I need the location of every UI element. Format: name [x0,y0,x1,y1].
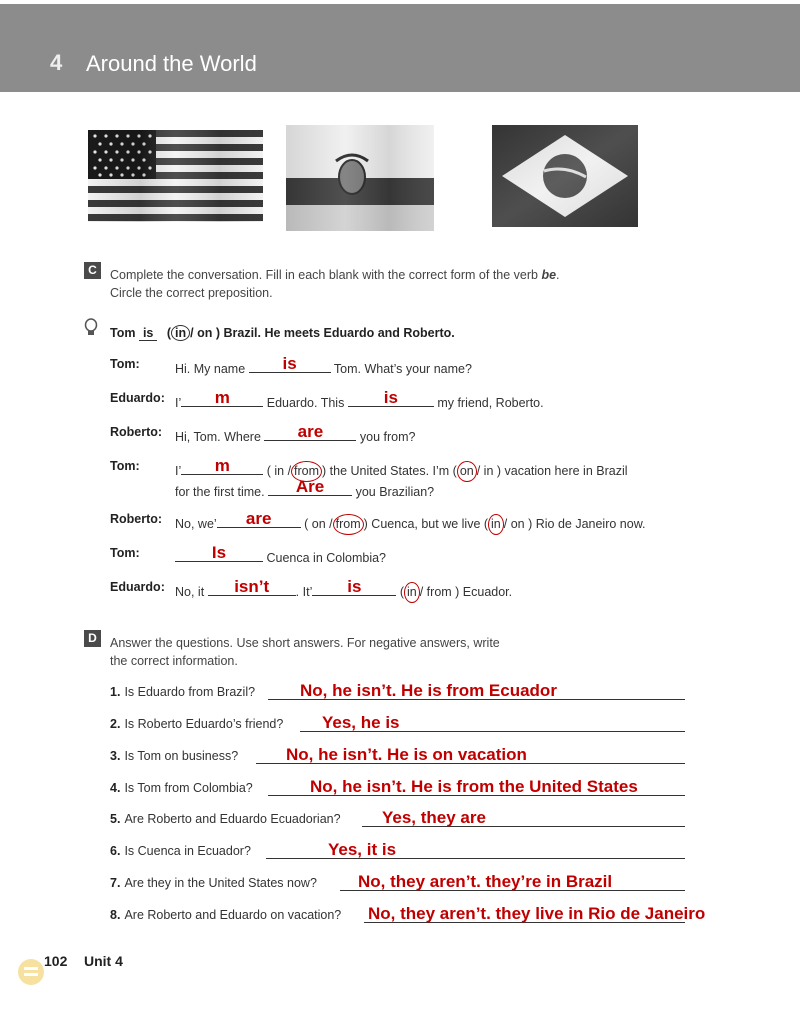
dialogue-line-4b: for the first time. Are you Brazilian? [175,477,435,499]
written-answer: No, he isn’t. He is from the United States [310,777,638,796]
question-text: Is Tom from Colombia? [124,781,253,795]
circled-preposition[interactable]: in [404,582,420,603]
written-answer: Yes, they are [382,808,486,827]
dialogue-line-7: No, it isn’t . It’ is ( in / from ) Ecuador. [175,580,512,603]
written-answer: No, he isn’t. He is from Ecuador [300,681,557,700]
answer-blank[interactable]: is [249,357,331,373]
circled-preposition[interactable]: from [333,514,364,535]
answer-blank[interactable]: Is [175,546,263,562]
lightbulb-icon [84,318,98,343]
question-text: Is Cuenca in Ecuador? [124,844,251,858]
ecuador-flag-icon [286,125,434,231]
speaker-eduardo: Eduardo: [110,391,165,405]
question-text: Is Eduardo from Brazil? [124,685,256,699]
example-sentence: Tom is ( in / on ) Brazil. He meets Eduardo and Roberto. [110,326,455,340]
written-answer: No, he isn’t. He is on vacation [286,745,527,764]
question-row [110,685,255,699]
answer-blank[interactable]: is [312,580,396,596]
footer-unit-label: Unit 4 [84,953,123,969]
written-answer: No, they aren’t. they live in Rio de Janeiro [368,904,706,923]
question-text: Are they in the United States now? [124,876,317,890]
question-number: 5. [110,812,121,826]
question-row [110,812,341,826]
answer-blank[interactable]: isn’t [208,580,296,596]
question-row [110,876,317,890]
circled-preposition[interactable]: in [488,514,504,535]
question-number: 2. [110,717,121,731]
dialogue-line-1: Hi. My name is Tom. What’s your name? [175,354,472,376]
section-d-instructions: Answer the questions. Use short answers. For negative answers, write the correct information. [110,636,500,668]
speaker-tom: Tom: [110,546,140,560]
question-text: Are Roberto and Eduardo Ecuadorian? [124,812,341,826]
circled-preposition[interactable]: on [457,461,477,482]
dialogue-line-6: Is Cuenca in Colombia? [175,546,386,565]
question-row [110,844,251,858]
publisher-logo-icon [16,950,46,995]
question-number: 1. [110,685,121,699]
speaker-eduardo: Eduardo: [110,580,165,594]
question-row [110,781,253,795]
question-row [110,717,283,731]
answer-blank[interactable]: is [348,391,434,407]
unit-title: Around the World [86,51,257,76]
page-number: 102 [44,953,68,969]
unit-number: 4 [50,50,63,75]
circled-preposition[interactable]: from [291,461,322,482]
dialogue-line-5: No, we’ are ( on / from ) Cuenca, but we live ( in / on ) Rio de Janeiro now. [175,512,646,535]
question-row [110,749,238,763]
question-text: Is Roberto Eduardo’s friend? [124,717,284,731]
question-number: 7. [110,876,121,890]
speaker-tom: Tom: [110,357,140,371]
question-number: 8. [110,908,121,922]
section-c-badge: C [84,262,101,279]
example-blank: is [139,326,157,341]
us-flag-icon [88,130,263,222]
speaker-tom: Tom: [110,459,140,473]
dialogue-line-3: Hi, Tom. Where are you from? [175,422,416,444]
question-number: 4. [110,781,121,795]
written-answer: No, they aren’t. they’re in Brazil [358,872,613,891]
answer-blank[interactable]: are [264,425,356,441]
question-text: Is Tom on business? [124,749,239,763]
dialogue-line-2: I’ m Eduardo. This is my friend, Roberto. [175,388,544,410]
answer-blank[interactable]: m [181,459,263,475]
speaker-roberto: Roberto: [110,512,163,526]
unit-header-band [0,4,800,92]
question-number: 6. [110,844,121,858]
answer-blank[interactable]: Are [268,480,352,496]
example-circled-preposition: in [171,325,190,341]
answer-blank[interactable]: are [217,512,301,528]
question-row [110,908,341,922]
written-answer: Yes, he is [322,713,400,732]
speaker-roberto: Roberto: [110,425,163,439]
answer-blank[interactable]: m [181,391,263,407]
brazil-flag-icon [492,125,638,227]
question-number: 3. [110,749,121,763]
section-d-badge: D [84,630,101,647]
dialogue-line-4: I’ m ( in / from ) the United States. I’m ( on / in ) vacation here in Brazil [175,459,628,482]
question-text: Are Roberto and Eduardo on vacation? [124,908,342,922]
section-c-instructions: Complete the conversation. Fill in each blank with the correct form of the verb be. Circle the correct preposition. [110,268,560,300]
written-answer: Yes, it is [328,840,397,859]
